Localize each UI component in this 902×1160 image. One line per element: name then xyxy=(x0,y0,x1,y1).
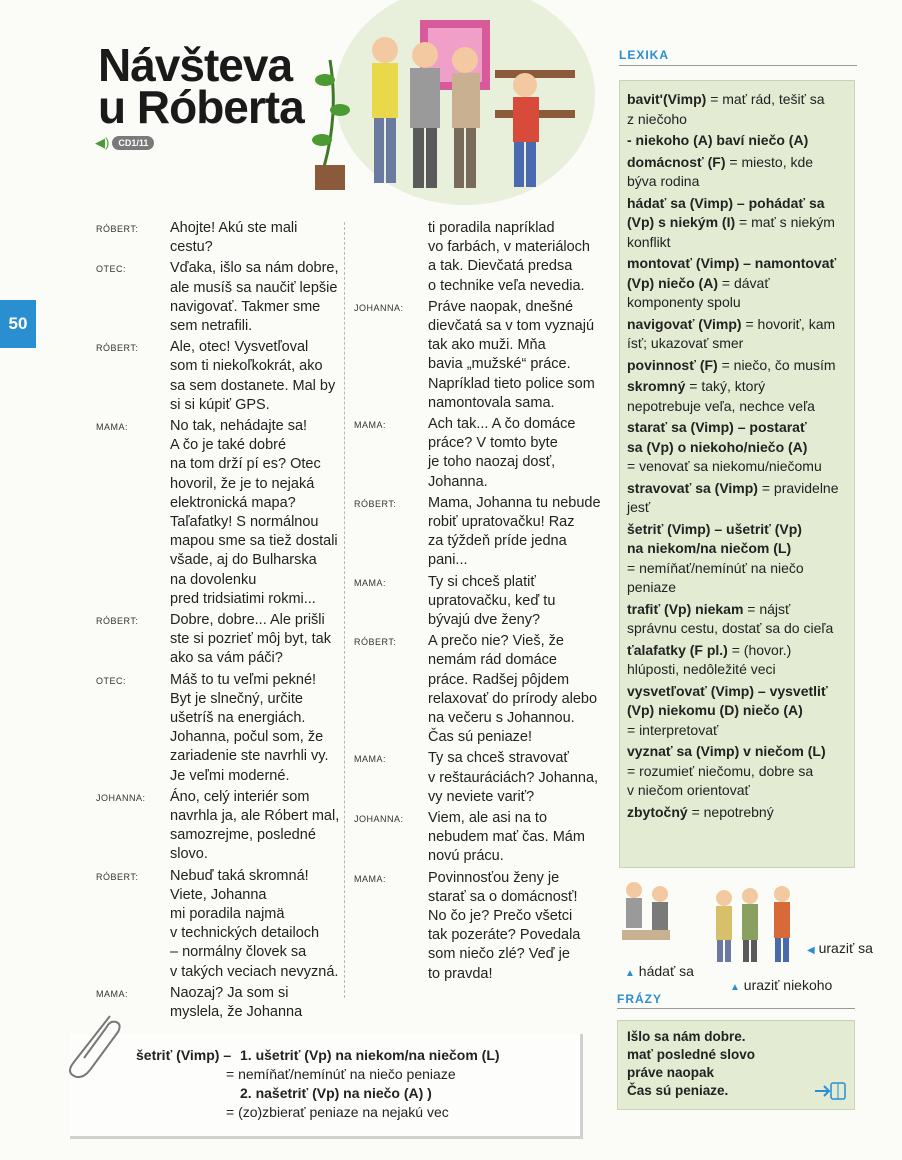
column-divider xyxy=(344,222,345,998)
speech-line: nebudem mať čas. Mám xyxy=(428,829,585,846)
speech-line: navigovať. Takmer sme xyxy=(170,298,321,315)
lexika-definition: = dávať xyxy=(718,274,770,291)
speech-line: sem netrafili. xyxy=(170,318,253,334)
lexika-definition: býva rodina xyxy=(627,173,700,189)
lexika-term xyxy=(627,438,849,458)
speech-line: je toho naozaj dosť, xyxy=(428,454,556,471)
lexika-term xyxy=(627,479,849,499)
lexika-term xyxy=(627,600,849,620)
lexika-term-text: trafiť (Vp) niekam xyxy=(627,600,744,617)
lexika-term-text: (Vp) s niekým (I) xyxy=(627,214,736,230)
speaker-label: RÓBERT: xyxy=(96,616,139,626)
speech-line: Čas sú peniaze! xyxy=(428,729,532,746)
lexika-term xyxy=(627,90,849,110)
lexika-term-text: skromný xyxy=(627,378,686,394)
fraza-4: Čas sú peniaze. xyxy=(627,1083,729,1098)
lexika-definition: = miesto, kde xyxy=(725,153,814,170)
lexika-term xyxy=(627,701,849,721)
speaker-label: RÓBERT: xyxy=(96,871,139,882)
speech-line: ale musíš sa naučiť lepšie xyxy=(170,279,338,296)
lexika-term-text: hádať sa (Vimp) – pohádať sa xyxy=(627,194,825,211)
lexika-term-text: šetriť (Vimp) – ušetriť (Vp) xyxy=(627,520,802,537)
lexika-definition: komponenty spolu xyxy=(627,294,741,310)
speech-line: Byt je slnečný, určite xyxy=(170,690,303,707)
fraza-2: mať posledné slovo xyxy=(627,1047,755,1062)
speech-line: mi poradila najmä xyxy=(170,906,285,922)
speech-line: Ahojte! Akú ste mali xyxy=(170,220,298,236)
speech-line: slovo. xyxy=(170,846,208,863)
cd-badge: CD1/11 xyxy=(112,136,154,150)
speaker-label: JOHANNA: xyxy=(96,792,146,803)
lexika-rule xyxy=(619,65,857,66)
speaker-label: MAMA: xyxy=(96,422,129,432)
speech-line: za týždeň príde jedna xyxy=(428,533,567,550)
speech-line: novú prácu. xyxy=(428,848,504,865)
lexika-definition: = mať s niekým xyxy=(735,214,835,230)
speech-line: namontovala sama. xyxy=(428,394,555,411)
note-line-1: 1. ušetriť (Vp) na niekom/na niečom (L) xyxy=(240,1047,500,1063)
speech-line: elektronická mapa? xyxy=(170,494,296,511)
speech-line: tak pozeráte? Povedala xyxy=(428,927,581,944)
speech-line: ušetríš na energiách. xyxy=(170,710,306,726)
speech-line: upratovačku, keď tu xyxy=(428,592,556,609)
paperclip-icon xyxy=(60,1010,130,1080)
lexika-term-text: (Vp) niekomu (D) niečo (A) xyxy=(627,702,803,718)
lexika-definition: nepotrebuje veľa, nechce veľa xyxy=(627,397,815,414)
speech-line: som niečo zlé? Veď je xyxy=(428,946,570,963)
speech-line: vy neviete variť? xyxy=(428,788,535,805)
speech-line: A prečo nie? Vieš, že xyxy=(428,633,564,650)
lexika-definition: v niečom orientovať xyxy=(627,782,750,798)
triangle-up-icon: ▲ xyxy=(730,982,740,993)
fraza-3: práve naopak xyxy=(627,1065,715,1080)
speech-line: relaxovať do prírody alebo xyxy=(428,690,598,707)
page-title xyxy=(98,39,304,133)
speech-line: starať sa o domácnosť! xyxy=(428,888,578,905)
speech-line: práce? V tomto byte xyxy=(428,435,558,452)
speech-line: sa sem dostanete. Mal by xyxy=(170,377,336,394)
lexika-term xyxy=(627,682,849,702)
book-arrow-icon[interactable] xyxy=(813,1080,847,1102)
lexika-term-text: vysvetľovať (Vimp) – vysvetliť xyxy=(627,682,828,699)
lexika-term-text: vyznať sa (Vimp) v niečom (L) xyxy=(627,743,826,759)
speech-line: samozrejme, posledné xyxy=(170,827,316,844)
speech-line: myslela, že Johanna xyxy=(170,1004,303,1020)
lexika-definition: = nájsť xyxy=(743,600,791,617)
lexika-term xyxy=(627,803,849,823)
speech-line: na večeru s Johannou. xyxy=(428,710,575,726)
speaker-label: RÓBERT: xyxy=(96,224,139,234)
speaker-label: MAMA: xyxy=(354,577,387,588)
speech-line: navrhla ja, ale Róbert mal, xyxy=(170,808,340,824)
speech-line: Povinnosťou ženy je xyxy=(428,869,560,886)
title-line-1: Návšteva xyxy=(98,39,293,91)
speech-line: pani... xyxy=(428,552,468,569)
speech-line: pred tridsiatimi rokmi... xyxy=(170,590,316,607)
speech-line: zariadenie ste navrhli vy. xyxy=(170,748,329,765)
speech-line: Taľafatky! S normálnou xyxy=(170,514,319,530)
speech-line: Ty si chceš platiť xyxy=(428,573,536,590)
lexika-term xyxy=(627,356,849,376)
lexika-term xyxy=(627,418,849,438)
lexika-term xyxy=(627,641,849,661)
lexika-term xyxy=(627,315,849,335)
lexika-term-text: zbytočný xyxy=(627,803,688,820)
speech-line: vo farbách, v materiáloch xyxy=(428,239,590,256)
speaker-label: OTEC: xyxy=(96,675,127,686)
speech-line: tak ako muži. Mňa xyxy=(428,337,546,354)
speech-line: Máš to tu veľmi pekné! xyxy=(170,671,317,688)
lexika-definition: hlúposti, nedôležité veci xyxy=(627,661,776,677)
family-illustration xyxy=(300,0,600,210)
note-line-2: = nemíňať/nemínúť na niečo peniaze xyxy=(226,1066,456,1082)
lexika-term xyxy=(627,131,849,151)
lexika-term xyxy=(627,194,849,214)
lexika-term xyxy=(627,539,849,559)
speech-line: Ach tak... A čo domáce xyxy=(428,416,576,432)
speech-line: v takých veciach nevyzná. xyxy=(170,963,339,980)
frazy-heading: FRÁZY xyxy=(617,992,662,1006)
lexika-definition: konflikt xyxy=(627,233,671,250)
lexika-term xyxy=(627,213,849,233)
speech-line: bývajú dve ženy? xyxy=(428,612,541,628)
lexika-term-text: ťalafatky (F pl.) xyxy=(627,641,728,658)
lexika-definition: = venovať sa niekomu/niečomu xyxy=(627,458,822,474)
speech-line: Viem, ale asi na to xyxy=(428,810,548,826)
lexika-term-text: navigovať (Vimp) xyxy=(627,315,742,332)
speech-line: Dobre, dobre... Ale prišli xyxy=(170,612,325,628)
speech-line: v reštauráciách? Johanna, xyxy=(428,769,599,786)
speaker-label: RÓBERT: xyxy=(354,498,397,509)
lexika-term-text: domácnosť (F) xyxy=(627,153,726,170)
speech-line: všade, aj do Bulharska xyxy=(170,552,317,569)
speech-line: bavia „mužské“ práce. xyxy=(428,356,571,373)
fraza-1: Išlo sa nám dobre. xyxy=(627,1029,746,1044)
speaker-label: JOHANNA: xyxy=(354,814,404,824)
speech-line: si si kúpiť GPS. xyxy=(170,396,270,413)
lexika-definition: = taký, ktorý xyxy=(685,378,766,394)
speaker-label: MAMA: xyxy=(354,754,387,765)
speech-line: na dovolenku xyxy=(170,571,257,588)
lexika-term-text: starať sa (Vimp) – postarať xyxy=(627,419,807,435)
speech-line: som ti niekoľkokrát, ako xyxy=(170,358,323,375)
speaker-label: RÓBERT: xyxy=(96,343,139,354)
speech-line: Ty sa chceš stravovať xyxy=(428,750,569,767)
speaker-label: JOHANNA: xyxy=(354,302,404,313)
lexika-term xyxy=(627,274,849,294)
speech-line: Je veľmi moderné. xyxy=(170,767,290,784)
speech-line: hovoril, že je to nejaká xyxy=(170,475,315,492)
lexika-term xyxy=(627,377,849,397)
speech-line: Napríklad tieto police som xyxy=(428,375,595,392)
page-number: 50 xyxy=(0,300,36,348)
speech-line: ako sa vám páči? xyxy=(170,650,283,667)
lexika-term-text: na niekom/na niečom (L) xyxy=(627,540,792,556)
speech-line: Johanna. xyxy=(428,473,488,490)
speech-line: mapou sme sa tiež dostali xyxy=(170,533,338,550)
lexika-definition: = nemíňať/nemínúť na niečo xyxy=(627,559,804,576)
speech-line: No tak, nehádajte sa! xyxy=(170,418,308,434)
speech-line: Mama, Johanna tu nebude xyxy=(428,494,601,511)
triangle-up-icon: ▲ xyxy=(625,968,635,979)
quarrel-illustration xyxy=(612,872,812,972)
speaker-label: RÓBERT: xyxy=(354,637,397,648)
lexika-definition: = mať rád, tešiť sa xyxy=(706,91,825,107)
speech-line: práce. Radšej pôjdem xyxy=(428,671,570,688)
speech-line: ti poradila napríklad xyxy=(428,220,555,236)
speech-line: a tak. Dievčatá predsa xyxy=(428,258,573,275)
lexika-term-text: montovať (Vimp) – namontovať xyxy=(627,255,837,271)
speaker-label: MAMA: xyxy=(354,873,387,884)
triangle-left-icon: ◀ xyxy=(807,945,815,956)
lexika-term xyxy=(627,742,849,762)
lexika-term-text: (Vp) niečo (A) xyxy=(627,274,718,291)
speech-line: – normálny človek sa xyxy=(170,944,307,961)
lexika-definition: peniaze xyxy=(627,579,677,595)
speech-line: Práve naopak, dnešné xyxy=(428,298,574,315)
lexika-heading: LEXIKA xyxy=(619,48,670,62)
speech-line: nemám rád domáce xyxy=(428,652,557,669)
speaker-label: OTEC: xyxy=(96,264,127,275)
lexika-definition: = niečo, čo musím xyxy=(717,356,836,373)
speech-line: Johanna, počul som, že xyxy=(170,729,324,746)
lexika-definition: ísť; ukazovať smer xyxy=(627,335,744,351)
lexika-term-text: stravovať sa (Vimp) xyxy=(627,479,758,496)
speech-line: ste si pozrieť môj byt, tak xyxy=(170,631,331,648)
lexika-definition: = hovoriť, kam xyxy=(741,315,836,332)
lexika-definition: = nepotrebný xyxy=(687,803,774,820)
label-urazit-niekoho: ▲ uraziť niekoho xyxy=(730,977,833,993)
lexika-term xyxy=(627,520,849,540)
title-line-2: u Róberta xyxy=(98,81,304,133)
speech-line: Vďaka, išlo sa nám dobre, xyxy=(170,260,339,277)
lexika-definition: jesť xyxy=(627,499,651,515)
speech-line: Nebuď taká skromná! xyxy=(170,867,309,884)
note-line-4: = (zo)zbierať peniaze na nejakú vec xyxy=(226,1104,449,1120)
lexika-term-text: bavit'(Vimp) xyxy=(627,91,707,107)
audio-track[interactable] xyxy=(95,135,154,151)
speech-line: Áno, celý interiér som xyxy=(170,788,310,805)
note-line-3: 2. našetriť (Vp) na niečo (A) ) xyxy=(240,1085,432,1101)
speech-line: No čo je? Prečo všetci xyxy=(428,908,573,924)
speaker-icon: ◀) xyxy=(95,135,110,150)
lexika-definition: = (hovor.) xyxy=(727,641,792,658)
speech-line: dievčatá sa v tom vyznajú xyxy=(428,318,595,334)
lexika-term-text: - niekoho (A) baví niečo (A) xyxy=(627,132,809,148)
speech-line: na tom drží pí es? Otec xyxy=(170,456,321,473)
lexika-term xyxy=(627,153,849,173)
speech-line: Naozaj? Ja som si xyxy=(170,984,289,1001)
label-urazit-sa: ◀ uraziť sa xyxy=(807,940,873,956)
speech-line: Ale, otec! Vysvetľoval xyxy=(170,339,309,356)
speech-line: v technických detailoch xyxy=(170,925,320,942)
speech-line: A čo je také dobré xyxy=(170,437,287,454)
lexika-term-text: povinnosť (F) xyxy=(627,356,718,373)
note-head: šetriť (Vimp) – xyxy=(136,1047,232,1063)
speech-line: robiť upratovačku! Raz xyxy=(428,514,575,530)
speech-line: to pravda! xyxy=(428,965,493,982)
frazy-rule xyxy=(617,1008,855,1009)
speaker-label: MAMA: xyxy=(96,988,129,999)
speech-line: o technike veľa nevedia. xyxy=(428,277,585,294)
lexika-term-text: sa (Vp) o niekoho/niečo (A) xyxy=(627,438,808,455)
lexika-definition: = rozumieť niečomu, dobre sa xyxy=(627,762,814,779)
speech-line: cestu? xyxy=(170,239,213,256)
label-hadat-sa: ▲ hádať sa xyxy=(625,963,694,979)
lexika-definition: správnu cestu, dostať sa do cieľa xyxy=(627,620,834,636)
lexika-definition: = pravidelne xyxy=(757,479,839,496)
speech-line: Viete, Johanna xyxy=(170,886,267,903)
lexika-term xyxy=(627,254,849,274)
speaker-label: MAMA: xyxy=(354,420,387,430)
lexika-definition: = interpretovať xyxy=(627,721,719,738)
lexika-definition: z niečoho xyxy=(627,110,687,127)
